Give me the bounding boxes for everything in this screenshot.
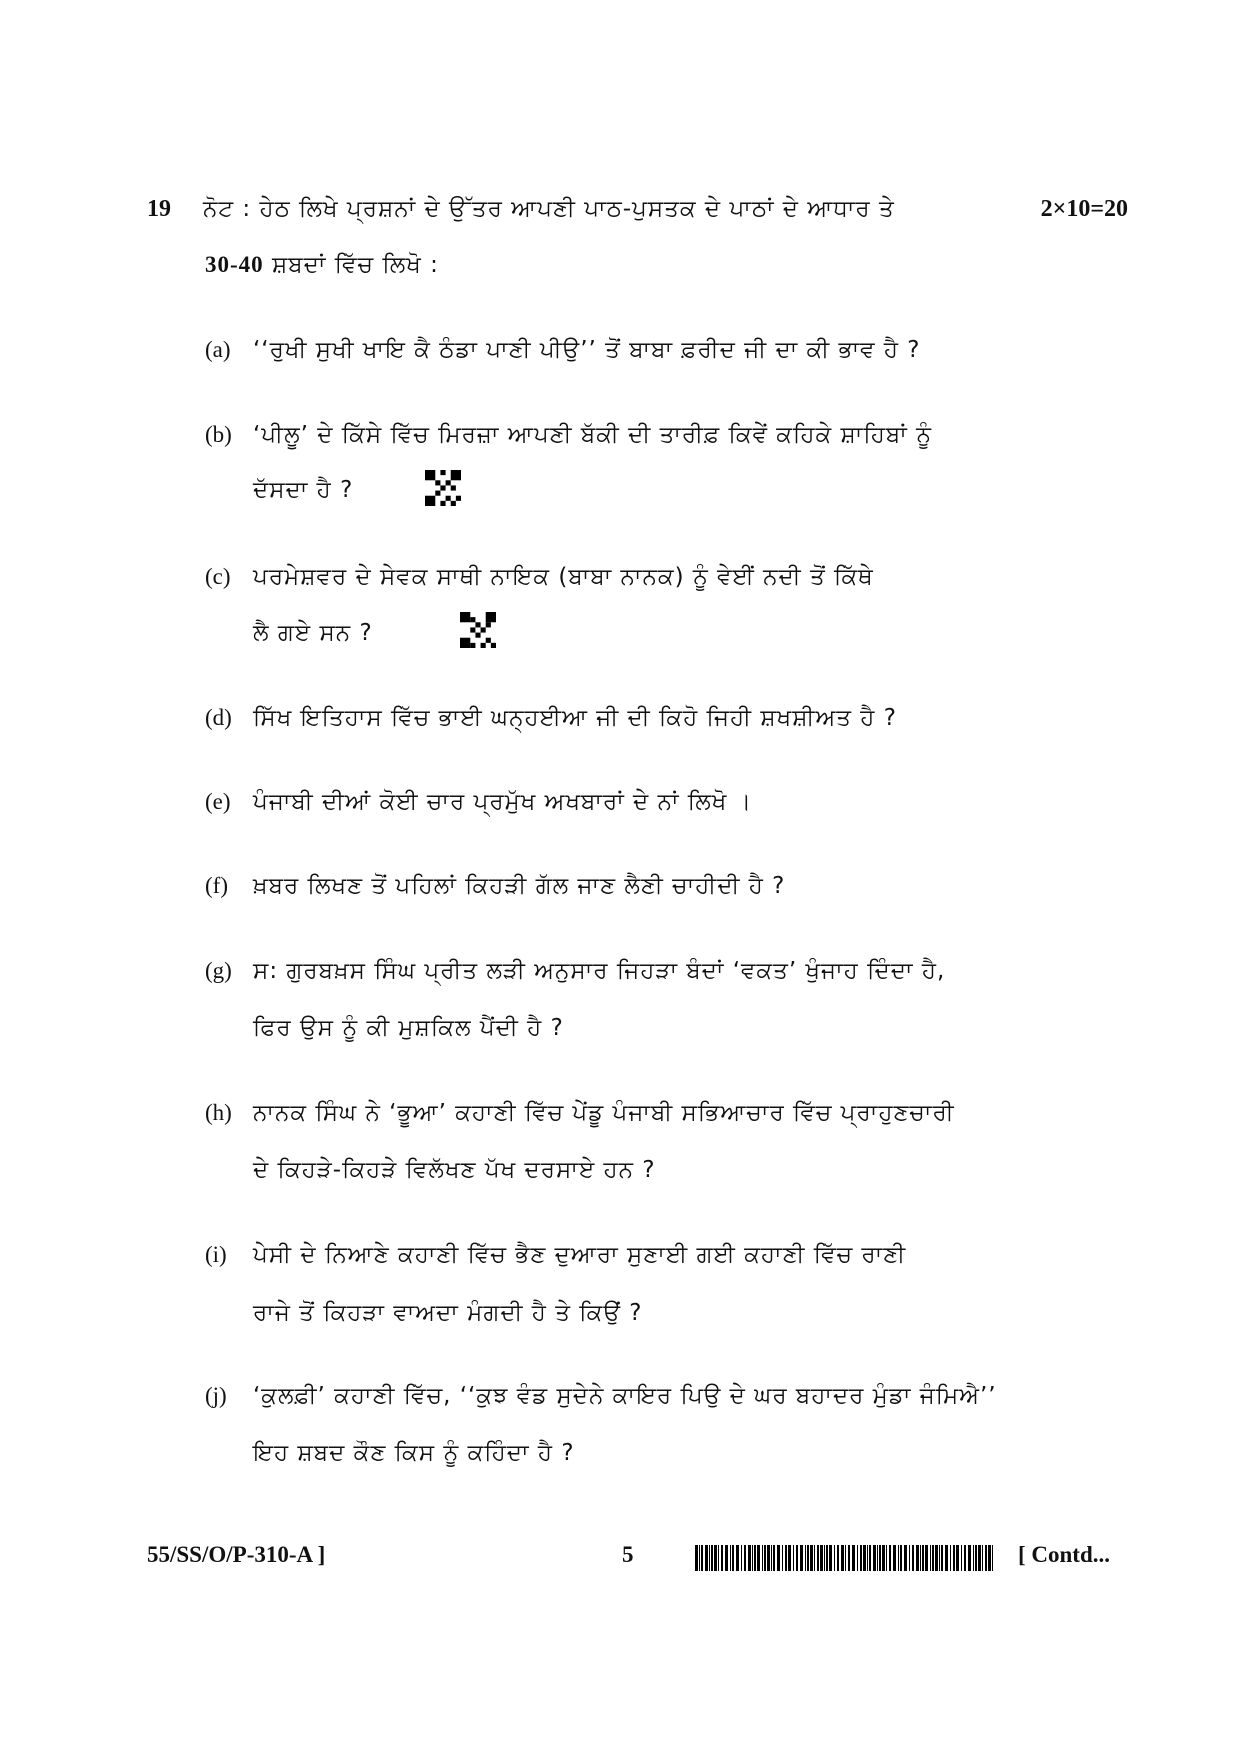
question-number: 19 xyxy=(147,196,171,222)
page-number: 5 xyxy=(622,1542,634,1567)
marks: 2×10=20 xyxy=(1040,196,1128,222)
question-i-line-2: ਰਾਜੇ ਤੋਂ ਕਿਹੜਾ ਵਾਅਦਾ ਮੰਗਦੀ ਹੈ ਤੇ ਕਿਉਂ ? xyxy=(253,1300,643,1326)
item-label-d: (d) xyxy=(205,705,232,730)
question-b-line-2: ਦੱਸਦਾ ਹੈ ? xyxy=(253,477,354,503)
qr-code-icon xyxy=(425,470,461,506)
paper-code: 55/SS/O/P-310-A ] xyxy=(147,1542,326,1567)
item-label-a: (a) xyxy=(205,337,231,362)
question-a-line-1: ‘‘ਰੁਖੀ ਸੁਖੀ ਖਾਇ ਕੈ ਠੰਡਾ ਪਾਣੀ ਪੀਉ’’ ਤੋਂ ਬਾਬਾ ਫ਼ਰੀਦ ਜੀ ਦਾ ਕੀ ਭਾਵ ਹੈ ? xyxy=(253,337,921,363)
item-label-j: (j) xyxy=(205,1383,227,1408)
question-g-line-2: ਫਿਰ ਉਸ ਨੂੰ ਕੀ ਮੁਸ਼ਕਿਲ ਪੈਂਦੀ ਹੈ ? xyxy=(253,1015,564,1041)
question-b-line-1: ‘ਪੀਲੂ’ ਦੇ ਕਿੱਸੇ ਵਿੱਚ ਮਿਰਜ਼ਾ ਆਪਣੀ ਬੱਕੀ ਦੀ ਤਾਰੀਫ਼ ਕਿਵੇਂ ਕਹਿਕੇ ਸ਼ਾਹਿਬਾਂ ਨੂੰ xyxy=(253,422,933,448)
question-e-line-1: ਪੰਜਾਬੀ ਦੀਆਂ ਕੋਈ ਚਾਰ ਪ੍ਰਮੁੱਖ ਅਖਬਾਰਾਂ ਦੇ ਨਾਂ ਲਿਖੋ । xyxy=(253,789,753,815)
note-line-2 xyxy=(205,252,439,278)
question-c-line-2: ਲੈ ਗਏ ਸਨ ? xyxy=(253,620,373,646)
question-c-line-1: ਪਰਮੇਸ਼ਵਰ ਦੇ ਸੇਵਕ ਸਾਥੀ ਨਾਇਕ (ਬਾਬਾ ਨਾਨਕ) ਨੂੰ ਵੇਈਂ ਨਦੀ ਤੋਂ ਕਿੱਥੇ xyxy=(253,564,874,590)
item-label-c: (c) xyxy=(205,564,231,589)
question-h-line-1: ਨਾਨਕ ਸਿੰਘ ਨੇ ‘ਭੂਆ’ ਕਹਾਣੀ ਵਿੱਚ ਪੇਂਡੂ ਪੰਜਾਬੀ ਸਭਿਆਚਾਰ ਵਿੱਚ ਪ੍ਰਾਹੁਣਚਾਰੀ xyxy=(253,1100,955,1126)
question-d-line-1: ਸਿੱਖ ਇਤਿਹਾਸ ਵਿੱਚ ਭਾਈ ਘਨ੍ਹਈਆ ਜੀ ਦੀ ਕਿਹੋ ਜਿਹੀ ਸ਼ਖਸ਼ੀਅਤ ਹੈ ? xyxy=(253,705,897,731)
note-line-2-text: ਸ਼ਬਦਾਂ ਵਿੱਚ ਲਿਖੋ : xyxy=(271,252,439,278)
item-label-e: (e) xyxy=(205,789,231,814)
question-g-line-1: ਸ: ਗੁਰਬਖ਼ਸ ਸਿੰਘ ਪ੍ਰੀਤ ਲੜੀ ਅਨੁਸਾਰ ਜਿਹੜਾ ਬੰਦਾਂ ‘ਵਕਤ’ ਖੁੰਜਾਹ ਦਿੰਦਾ ਹੈ, xyxy=(253,958,946,984)
barcode-icon xyxy=(695,1545,995,1571)
word-limit: 30-40 xyxy=(205,252,264,277)
question-h-line-2: ਦੇ ਕਿਹੜੇ-ਕਿਹੜੇ ਵਿਲੱਖਣ ਪੱਖ ਦਰਸਾਏ ਹਨ ? xyxy=(253,1157,656,1183)
item-label-b: (b) xyxy=(205,422,232,447)
note-line-1: ਨੋਟ : ਹੇਠ ਲਿਖੇ ਪ੍ਰਸ਼ਨਾਂ ਦੇ ਉੱਤਰ ਆਪਣੀ ਪਾਠ-ਪੁਸਤਕ ਦੇ ਪਾਠਾਂ ਦੇ ਆਧਾਰ ਤੇ xyxy=(203,196,895,222)
item-label-h: (h) xyxy=(205,1100,232,1125)
qr-code-icon xyxy=(460,612,496,648)
continued-label: [ Contd... xyxy=(1018,1542,1111,1567)
item-label-g: (g) xyxy=(205,958,232,983)
question-i-line-1: ਪੇਸੀ ਦੇ ਨਿਆਣੇ ਕਹਾਣੀ ਵਿੱਚ ਭੈਣ ਦੁਆਰਾ ਸੁਣਾਈ ਗਈ ਕਹਾਣੀ ਵਿੱਚ ਰਾਣੀ xyxy=(253,1242,907,1268)
question-j-line-2: ਇਹ ਸ਼ਬਦ ਕੌਣ ਕਿਸ ਨੂੰ ਕਹਿੰਦਾ ਹੈ ? xyxy=(253,1440,575,1466)
item-label-i: (i) xyxy=(205,1242,227,1267)
question-j-line-1: ‘ਕੁਲਫ਼ੀ’ ਕਹਾਣੀ ਵਿੱਚ, ‘‘ਕੁਝ ਵੰਡ ਸੁਦੇਨੇ ਕਾਇਰ ਪਿਉ ਦੇ ਘਰ ਬਹਾਦਰ ਮੁੰਡਾ ਜੰਮਿਐ’’ xyxy=(253,1383,997,1409)
item-label-f: (f) xyxy=(205,873,228,898)
question-f-line-1: ਖ਼ਬਰ ਲਿਖਣ ਤੋਂ ਪਹਿਲਾਂ ਕਿਹੜੀ ਗੱਲ ਜਾਣ ਲੈਣੀ ਚਾਹੀਦੀ ਹੈ ? xyxy=(253,873,786,899)
